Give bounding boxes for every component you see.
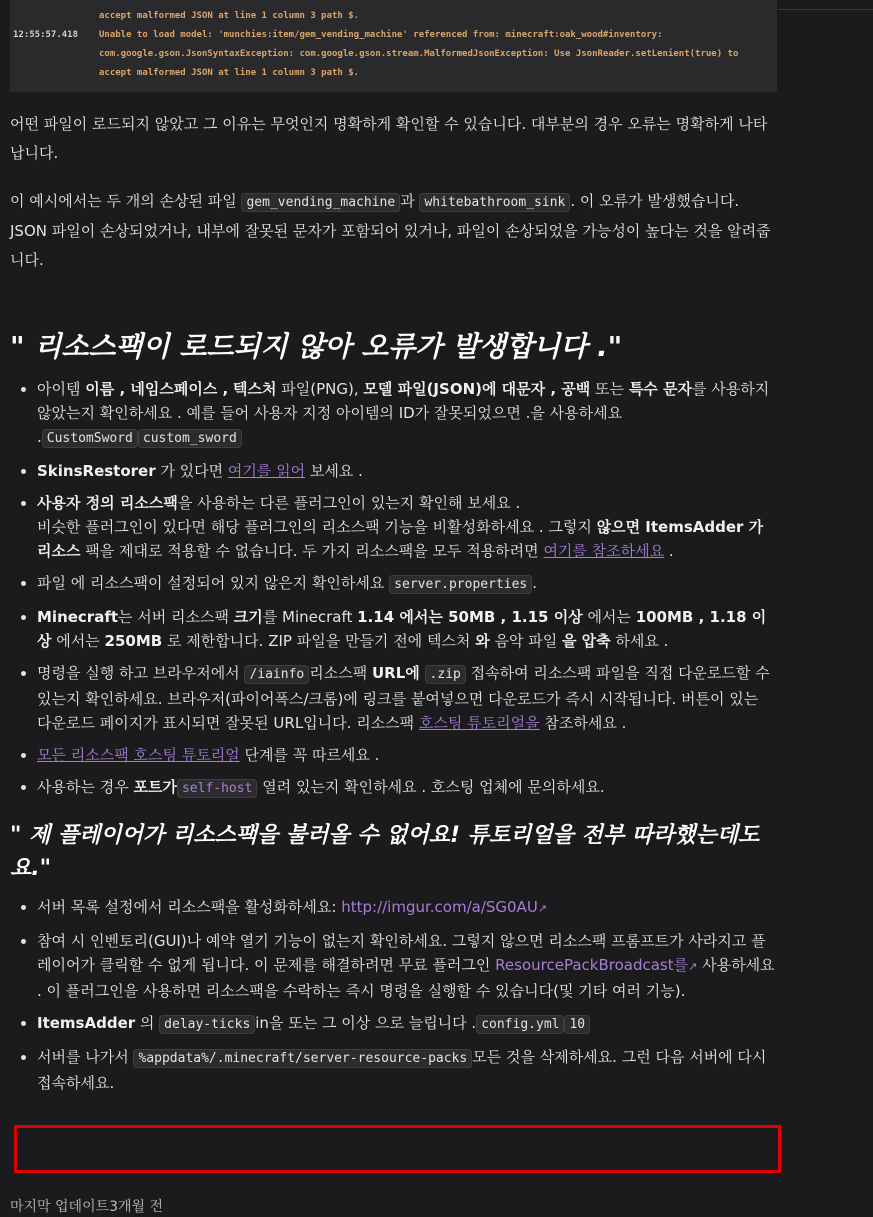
hosting-tutorial-link[interactable]: 호스팅 튜토리얼을 <box>418 714 540 732</box>
list-item <box>37 895 775 921</box>
text: 를 사용하지 않았는지 확인하세요 . 예를 들어 사용자 지정 아이템의 ID가 잘못되었으면 .을 사용하세요 . <box>37 380 770 446</box>
inline-code: 10 <box>564 1015 590 1034</box>
bold-text: URL에 <box>371 664 420 682</box>
bold-text: 와 <box>475 632 490 650</box>
highlight-box <box>14 1125 781 1173</box>
imgur-link[interactable]: http://imgur.com/a/SG0AU <box>341 898 538 916</box>
list-item <box>37 1045 775 1095</box>
text: . <box>664 542 674 560</box>
players-troubleshoot-list <box>10 895 775 1095</box>
bold-text: Minecraft <box>37 608 119 626</box>
last-updated-text: 마지막 업데이트3개월 전 <box>10 1199 164 1215</box>
inline-code: gem_vending_machine <box>241 193 400 212</box>
skinsrestorer-link[interactable]: 여기를 읽어 <box>227 462 306 480</box>
text: 사용하는 경우 <box>37 778 134 796</box>
troubleshoot-list <box>10 377 775 801</box>
bold-text: SkinsRestorer <box>37 462 156 480</box>
text: 사용하세요 . 이 플러그인을 사용하면 리소스팩을 수락하는 즉시 명령을 실행할 수 있습니다(및 기타 여러 기능). <box>37 956 775 1000</box>
list-item <box>37 661 775 735</box>
text: 가 있다면 <box>155 462 228 480</box>
text: 서버 목록 설정에서 리소스팩을 활성화하세요: <box>37 898 342 916</box>
log-code-block <box>10 0 777 92</box>
text: 단계를 꼭 따르세요 . <box>239 746 380 764</box>
bold-text: 모델 파일(JSON)에 대문자 , 공백 <box>363 380 591 398</box>
list-item <box>37 929 775 1003</box>
log-line <box>10 7 777 26</box>
inline-code: config.yml <box>476 1015 564 1034</box>
text: 하세요 . <box>610 632 669 650</box>
self-host-link[interactable]: self-host <box>177 779 257 798</box>
list-item <box>37 571 775 597</box>
inline-code: server.properties <box>389 575 532 594</box>
external-link-icon: ↗ <box>537 902 548 915</box>
text: 음악 파일 <box>489 632 562 650</box>
text: 에서는 <box>582 608 636 626</box>
log-message: Unable to load model: 'munchies:item/gem_vending_machine' referenced from: minecraft:oak_wood#inventory: <box>99 30 663 40</box>
text: 리소스팩 <box>309 664 372 682</box>
log-line <box>10 64 777 83</box>
log-message: com.google.gson.JsonSyntaxException: com.google.gson.stream.MalformedJsonException: Use JsonReader.setLenient(true) to <box>99 49 739 59</box>
bold-text: 포트가 <box>133 778 177 796</box>
inline-code: CustomSword <box>42 429 138 448</box>
text: 참여 시 인벤토리(GUI)나 예약 열기 기능이 없는지 확인하세요. 그렇지 않으면 리소스팩 프롬프트가 사라지고 플레이어가 클릭할 수 없게 됩니다. 이 문제를 해결하려면 무료 플러그인 <box>37 932 766 974</box>
intro-text: . 이 오류가 발생했습니다. JSON 파일이 손상되었거나, 내부에 잘못된 문자가 포함되어 있거나, 파일이 손상되었을 가능성이 높다는 것을 알려줍니다. <box>10 192 771 269</box>
bold-text: 크기 <box>233 608 263 626</box>
inline-code: whitebathroom_sink <box>419 193 570 212</box>
intro-text: 어떤 파일이 로드되지 않았고 그 이유는 무엇인지 명확하게 확인할 수 있습니다. 대부분의 경우 오류는 명확하게 나타납니다. <box>10 115 768 162</box>
list-item <box>37 459 775 483</box>
text: . <box>532 574 538 592</box>
article-content <box>10 110 775 1103</box>
text: 는 서버 리소스팩 <box>118 608 234 626</box>
text: 또는 <box>590 380 629 398</box>
bold-text: 250MB <box>104 632 163 650</box>
intro-paragraph-1 <box>10 110 775 168</box>
text: 파일 에 리소스팩이 설정되어 있지 않은지 확인하세요 <box>37 574 390 592</box>
all-hosting-tutorials-link[interactable]: 모든 리소스팩 호스팅 튜토리얼 <box>37 746 240 764</box>
log-message: accept malformed JSON at line 1 column 3 path $. <box>99 68 360 78</box>
inline-code: .zip <box>425 665 466 684</box>
text: 팩을 제대로 적용할 수 없습니다. 두 가지 리소스팩을 모두 적용하려면 <box>80 542 544 560</box>
intro-paragraph-2 <box>10 187 775 275</box>
text: 비슷한 플러그인이 있다면 해당 플러그인의 리소스팩 기능을 비활성화하세요 . 그렇지 <box>37 518 597 536</box>
text: 접속하여 리소스팩 파일을 직접 다운로드할 수 있는지 확인하세요. 브라우저(파이어폭스/크롬)에 링크를 붙여넣으면 다운로드가 즉시 시작됩니다. 버튼이 있는 다운로드 페이지가 표시되면 잘못된 URL입니다. 리소스팩 <box>37 664 770 732</box>
text: 에서는 <box>51 632 105 650</box>
bold-text: 특수 문자 <box>628 380 692 398</box>
external-link-icon: ↗ <box>688 960 698 973</box>
bold-text: 100MB , 1.18 이상 <box>37 608 767 650</box>
text: 모든 것을 삭제하세요. 그런 다음 서버에 다시 접속하세요. <box>37 1048 767 1092</box>
intro-text: 과 <box>400 192 420 210</box>
list-item <box>37 377 775 451</box>
section-heading-players-cannot-load: " 제 플레이어가 리소스팩을 불러올 수 없어요! 튜토리얼을 전부 따라했는데도요." <box>10 823 760 881</box>
list-item <box>37 775 775 801</box>
text: in을 또는 그 이상 으로 늘립니다 . <box>255 1014 477 1032</box>
inline-code: %appdata%/.minecraft/server-resource-packs <box>133 1049 472 1068</box>
text: 참조하세요 . <box>539 714 627 732</box>
top-divider <box>778 9 873 10</box>
inline-code: custom_sword <box>138 429 242 448</box>
section-heading-resourcepack-error: " 리소스팩이 로드되지 않아 오류가 발생합니다 ." <box>10 330 623 363</box>
text: 명령을 실행 하고 브라우저에서 <box>37 664 245 682</box>
inline-code: delay-ticks <box>159 1015 255 1034</box>
merge-packs-link[interactable]: 여기를 참조하세요 <box>543 542 665 560</box>
text: 의 <box>135 1014 160 1032</box>
bold-text: 않으면 ItemsAdder 가 리소스 <box>37 518 764 560</box>
text: 로 제한합니다. ZIP 파일을 만들기 전에 텍스처 <box>162 632 476 650</box>
list-item <box>37 491 775 563</box>
bold-text: 이름 , 네임스페이스 , <box>85 380 229 398</box>
log-line <box>10 45 777 64</box>
intro-text: 이 예시에서는 두 개의 손상된 파일 <box>10 192 242 210</box>
inline-code: /iainfo <box>244 665 309 684</box>
resourcepackbroadcast-link[interactable]: ResourcePackBroadcast를 <box>495 956 689 974</box>
text: 열려 있는지 확인하세요 . 호스팅 업체에 문의하세요. <box>257 778 605 796</box>
bold-text: 사용자 정의 리소스팩 <box>37 494 178 512</box>
log-message: accept malformed JSON at line 1 column 3 path $. <box>99 11 360 21</box>
bold-text: 을 압축 <box>561 632 611 650</box>
text: 서버를 나가서 <box>37 1048 134 1066</box>
text: 를 Minecraft <box>262 608 358 626</box>
bold-text: ItemsAdder <box>37 1014 136 1032</box>
log-timestamp: 12:55:57.418 <box>13 30 79 40</box>
text: 보세요 . <box>305 462 363 480</box>
list-item <box>37 743 775 767</box>
bold-text: 1.14 에서는 50MB , 1.15 이상 <box>357 608 583 626</box>
text: 파일(PNG), <box>276 380 364 398</box>
text: 을 사용하는 다른 플러그인이 있는지 확인해 보세요 . <box>177 494 521 512</box>
log-line <box>10 26 777 45</box>
bold-text: 텍스처 <box>233 380 277 398</box>
text <box>420 664 425 682</box>
list-item <box>37 1011 775 1037</box>
text: 아이템 <box>37 380 86 398</box>
list-item <box>37 605 775 653</box>
